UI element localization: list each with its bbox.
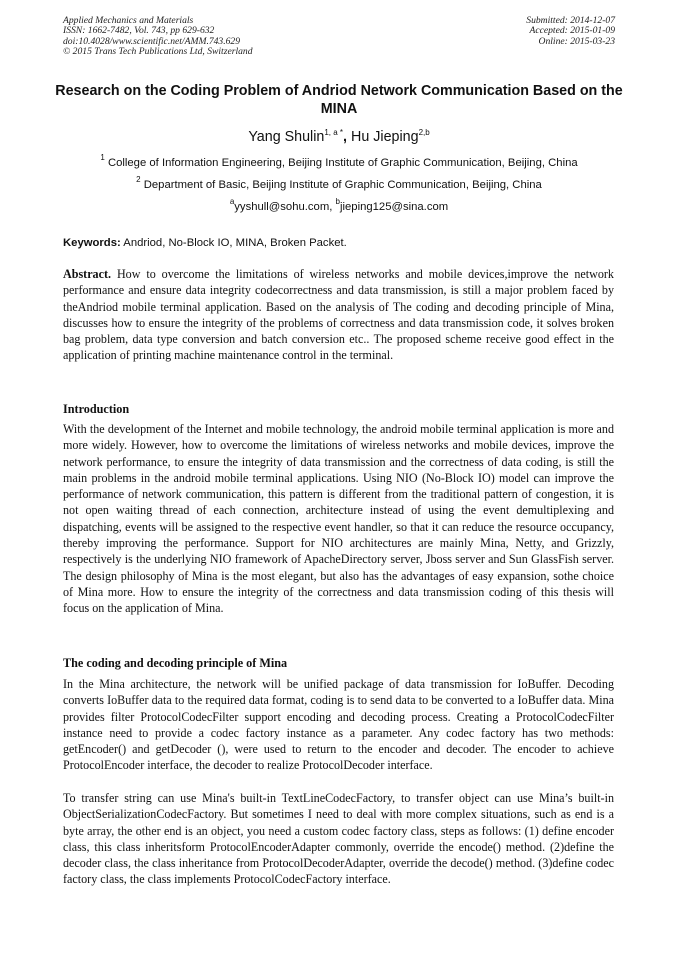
doi-line: doi:10.4028/www.scientific.net/AMM.743.629 bbox=[63, 35, 241, 47]
author-1-sup: 1, a * bbox=[324, 128, 344, 137]
journal-name: Applied Mechanics and Materials bbox=[63, 15, 194, 26]
online-date: Online: 2015-03-23 bbox=[538, 35, 615, 47]
keywords bbox=[63, 237, 347, 250]
author-separator: , bbox=[343, 129, 351, 145]
keywords-label: Keywords: bbox=[63, 237, 121, 249]
abstract bbox=[63, 266, 614, 364]
coding-paragraph-1: In the Mina architecture, the network will be unified package of data transmission for IoBuffer. Decoding converts IoBuffer data to the required data format, coding is to send data to be converted to a IoBuffer data. Mina provides filter ProtocolCodecFilter support encoding and decoding process. Creating a ProtocolCodecFilter instance need to provide a codec factory instance as a parameter. Any codec factory has two methods: getEncoder() and getDecoder (), were used to return to the encoder and decoder. The encoder to achieve ProtocolEncoder interface, the decoder to realize ProtocolDecoder interface. bbox=[63, 677, 614, 773]
affiliation-1-text: College of Information Engineering, Beijing Institute of Graphic Communication, Beijing, China bbox=[107, 157, 578, 169]
abstract-text: How to overcome the limitations of wireless networks and mobile devices,improve the network performance and ensure data integrity codecorrectness and data transmission, is still a major problem faced by theAndriod mobile terminal application. Based on the analysis of The coding and decoding principle of Mina, discusses how to ensure the integrity of the problems of correctness and data transmission code, it solves broken bag problem, data type conversion and batch conversion etc.. The proposed scheme receive good effect in the application of printing machine maintenance control in the terminal. bbox=[63, 267, 614, 363]
email-a[interactable]: yyshull@sohu.com, bbox=[234, 201, 336, 213]
dates-info bbox=[526, 16, 615, 47]
submitted-date: Submitted: 2014-12-07 bbox=[526, 15, 615, 26]
keywords-text: Andriod, No-Block IO, MINA, Broken Packet. bbox=[123, 237, 347, 249]
author-2-name: Hu Jieping bbox=[351, 129, 419, 145]
affiliation-1 bbox=[0, 153, 678, 170]
accepted-date: Accepted: 2015-01-09 bbox=[529, 25, 615, 37]
email-b[interactable]: jieping125@sina.com bbox=[339, 201, 449, 213]
affiliation-1-sup: 1 bbox=[100, 153, 105, 162]
affiliation-2-text: Department of Basic, Beijing Institute of Graphic Communication, Beijing, China bbox=[143, 179, 542, 191]
introduction-heading: Introduction bbox=[63, 402, 130, 416]
coding-paragraph-2: To transfer string can use Mina's built-in TextLineCodecFactory, to transfer object can use Mina’s built-in ObjectSerializationCodecFactory. But sometimes I need to deal with more complex situations, such as end is a byte array, the other end is an object, you need a custom codec factory class, steps as follows: (1) define encoder class, this class inheritsform ProtocolEncoderAdapter commonly, override the encode() method. (2)define the decoder class, the class inheritance from ProtocolDecoderAdapter, override the decode() method. (3)define codec factory class, the class implements ProtocolCodecFactory interface. bbox=[63, 791, 614, 887]
copyright-line: © 2015 Trans Tech Publications Ltd, Switzerland bbox=[63, 46, 253, 58]
paper-title: Research on the Coding Problem of Andriod Network Communication Based on the MINA bbox=[55, 83, 623, 118]
affiliation-2 bbox=[0, 175, 678, 192]
issn-line: ISSN: 1662-7482, Vol. 743, pp 629-632 bbox=[63, 25, 215, 37]
introduction-text: With the development of the Internet and mobile technology, the android mobile terminal application is more and more widely. However, how to overcome the limitations of wireless networks and mobile devices, improve the network performance, to ensure the integrity of data transmission and the correctness of data coding, is still the main problems in the android mobile terminal applications. Using NIO (No-Block IO) model can improve the performance of network communication, this pattern is different from the traditional pattern of congestion, it is not open waiting thread of each connection, architecture instead of using the event demultiplexing and dispatching, events will be assigned to the respective event handler, so that it can reduce the resource occupancy, thereby improving the performance. Support for NIO architectures are mainly Mina, Netty, and Grizzly, respectively is the underlying NIO framework of ApacheDirectory server, Jboss server and Sun GlassFish server. The design philosophy of Mina is the most elegant, but also has the advantages of easy expansion, sothe choice of Mina more. How to ensure the integrity of the correctness and data transmission coding of this thesis will focus on the application of Mina. bbox=[63, 422, 614, 616]
coding-section-heading: The coding and decoding principle of Mina bbox=[63, 656, 288, 670]
author-1-name: Yang Shulin bbox=[248, 129, 325, 145]
publication-info bbox=[63, 16, 253, 58]
abstract-label: Abstract. bbox=[63, 267, 112, 281]
email-b-sup: b bbox=[335, 197, 340, 206]
author-line bbox=[0, 128, 678, 146]
email-a-sup: a bbox=[229, 197, 235, 206]
email-line bbox=[0, 197, 678, 214]
affiliation-2-sup: 2 bbox=[136, 175, 141, 184]
author-2-sup: 2,b bbox=[418, 128, 430, 137]
